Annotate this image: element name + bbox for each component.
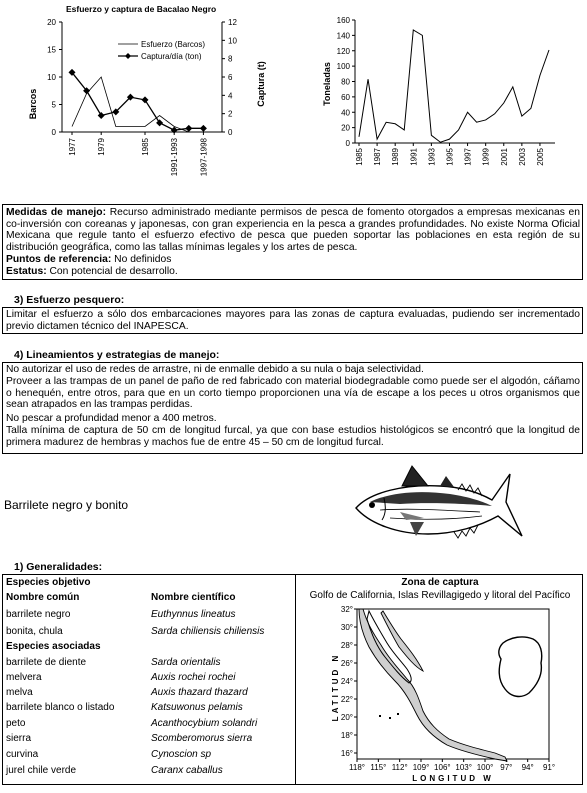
species-scientific-name: Sarda orientalis <box>151 657 221 668</box>
map-lat-tick-label: 18° <box>340 731 353 740</box>
chart2-x-tick-label: 2005 <box>535 148 545 166</box>
estatus-label: Estatus: <box>6 266 47 277</box>
chart1-x-tick-label: 1991-1993 <box>170 138 180 177</box>
captura-point <box>156 119 163 126</box>
barrilete-heading: Barrilete negro y bonito <box>4 498 129 512</box>
species-common-name: sierra <box>6 733 32 744</box>
captura-point <box>98 112 105 119</box>
esfuerzo-line <box>72 77 218 132</box>
chart2-y-tick-label: 80 <box>341 77 350 87</box>
chart1-legend-captura: Captura/día (ton) <box>141 52 202 61</box>
zona-map <box>297 603 583 785</box>
chart2-y-tick-label: 40 <box>341 108 350 118</box>
map-lon-tick-label: 103° <box>455 763 472 772</box>
chart2-y-tick-label: 100 <box>336 62 350 72</box>
map-lon-tick-label: 97° <box>500 763 513 772</box>
chart2-x-tick-label: 1987 <box>373 148 383 166</box>
lineamientos-box <box>2 362 583 454</box>
lineamientos-p1: No autorizar el uso de redes de arrastre, ni de enmalle debido a su nula o baja selectividad. <box>6 364 424 375</box>
chart2-x-ticks <box>355 143 545 166</box>
chart2-y-tick-label: 0 <box>345 139 350 148</box>
species-scientific-name: Auxis thazard thazard <box>151 687 248 698</box>
especies-objetivo-title: Especies objetivo <box>6 577 91 588</box>
species-common-name: curvina <box>6 749 39 760</box>
chart1-series <box>69 69 219 134</box>
chart2-series <box>359 30 549 142</box>
species-scientific-name: Auxis rochei rochei <box>151 672 236 683</box>
map-lat-tick-label: 32° <box>340 605 353 614</box>
chart1-left-tick-label: 10 <box>47 73 56 82</box>
estatus-line <box>6 266 580 278</box>
puntos-label: Puntos de referencia: <box>6 254 112 265</box>
chart1-right-tick-label: 10 <box>228 36 237 46</box>
species-common-name: melvera <box>6 672 42 683</box>
species-scientific-name: Cynoscion sp <box>151 749 212 760</box>
chart1-x-ticks <box>68 132 208 176</box>
toneladas-chart <box>300 0 587 200</box>
chart1-left-ticks <box>47 18 62 137</box>
map-lat-tick-label: 26° <box>340 659 353 668</box>
map-lat-label: LATITUD N <box>331 652 340 722</box>
species-scientific-name: Sarda chiliensis chiliensis <box>151 626 265 637</box>
chart2-ylabel: Toneladas <box>322 62 332 106</box>
chart1-right-tick-label: 4 <box>228 91 233 101</box>
chart1-right-tick-label: 0 <box>228 128 233 137</box>
chart1-right-ticks <box>222 18 237 137</box>
chart2-x-tick-label: 1989 <box>391 148 401 166</box>
map-lat-tick-label: 30° <box>340 623 353 632</box>
chart2-x-tick-label: 1997 <box>463 148 473 166</box>
chart2-x-tick-label: 1999 <box>481 148 491 166</box>
medidas-paragraph <box>6 207 580 253</box>
chart1-ylabel-left: Barcos <box>28 88 38 120</box>
chart2-y-ticks <box>337 16 355 148</box>
lineamientos-p3: No pescar a profundidad menor a 400 metros. <box>6 413 217 424</box>
chart1-left-tick-label: 20 <box>47 18 56 27</box>
lineamientos-title: 4) Lineamientos y estrategias de manejo: <box>14 349 220 361</box>
chart2-y-tick-label: 60 <box>341 92 350 102</box>
map-lon-tick-label: 91° <box>542 763 556 772</box>
medidas-label: Medidas de manejo: <box>6 207 107 218</box>
chart1-x-tick-label: 1985 <box>141 138 150 156</box>
chart2-y-tick-label: 20 <box>341 123 350 133</box>
map-lat-tick-label: 16° <box>340 749 353 758</box>
bacalao-chart <box>0 0 290 200</box>
map-lat-ticks <box>341 605 357 758</box>
chart2-x-tick-label: 2003 <box>517 148 527 166</box>
species-common-name: barrilete negro <box>6 609 71 620</box>
species-scientific-name: Euthynnus lineatus <box>151 609 236 620</box>
puntos-line <box>6 254 580 266</box>
chart2-x-tick-label: 2001 <box>499 148 509 166</box>
chart1-left-tick-label: 5 <box>51 100 56 110</box>
chart1-title: Esfuerzo y captura de Bacalao Negro <box>66 4 217 14</box>
generalidades-divider <box>295 575 296 784</box>
map-lon-tick-label: 112° <box>391 763 408 772</box>
chart1-x-tick-label: 1979 <box>97 138 107 156</box>
captura-line <box>72 72 203 130</box>
tuna-fish-illustration <box>350 462 526 558</box>
chart2-x-tick-label: 1991 <box>409 148 419 166</box>
map-lon-label: LONGITUD W <box>412 774 494 783</box>
species-common-name: peto <box>6 718 26 729</box>
map-lon-tick-label: 115° <box>370 763 387 772</box>
esfuerzo-title: 3) Esfuerzo pesquero: <box>14 294 125 306</box>
map-lat-tick-label: 24° <box>340 677 353 686</box>
esfuerzo-text: Limitar el esfuerzo a sólo dos embarcaciones mayores para las zonas de captura evaluadas, pudiendo ser incrementado previo dictamen técnico del INAPESCA. <box>6 309 580 332</box>
chart1-right-tick-label: 6 <box>228 73 233 82</box>
col-cientifico-header: Nombre científico <box>151 592 236 603</box>
chart1-left-tick-label: 0 <box>51 128 56 137</box>
esfuerzo-box <box>2 307 583 334</box>
chart1-legend <box>118 40 205 61</box>
medidas-box <box>2 204 583 280</box>
puntos-text: No definidos <box>114 254 172 265</box>
lineamientos-p2: Proveer a las trampas de un panel de paño de red fabricado con material biodegradable como puede ser el algodón, cáñamo o henequén, entre otros, para que en un corto tiempo proporcionen una vía de escape a los peces u otros organismos que sean atrapados en las trampas perdidas. <box>6 376 580 411</box>
chart2-x-tick-label: 1985 <box>355 148 364 166</box>
map-lat-tick-label: 22° <box>340 695 353 704</box>
map-lon-tick-label: 118° <box>349 763 365 772</box>
species-common-name: jurel chile verde <box>6 765 77 776</box>
zona-title: Zona de captura <box>401 577 479 588</box>
chart1-right-tick-label: 12 <box>228 18 237 27</box>
estatus-text: Con potencial de desarrollo. <box>49 266 178 277</box>
species-common-name: bonita, chula <box>6 626 63 637</box>
chart2-y-tick-label: 140 <box>336 31 350 41</box>
chart1-x-tick-label: 1977 <box>68 138 77 156</box>
lineamientos-p4: Talla mínima de captura de 50 cm de longitud furcal, ya que con base estudios histológicos se encontró que la longitud de primera madurez de hembras y machos fue de entre 45 – 50 cm de longitud furcal. <box>6 425 580 448</box>
col-comun-header: Nombre común <box>6 592 80 603</box>
species-common-name: barrilete de diente <box>6 657 87 668</box>
chart2-y-tick-label: 120 <box>336 46 350 56</box>
species-scientific-name: Acanthocybium solandri <box>151 718 258 729</box>
captura-point <box>142 96 149 103</box>
generalidades-box <box>2 574 583 785</box>
map-lon-ticks <box>349 759 555 772</box>
species-scientific-name: Katsuwonus pelamis <box>151 702 243 713</box>
chart1-right-tick-label: 2 <box>228 109 233 119</box>
map-lon-tick-label: 109° <box>412 763 430 772</box>
species-common-name: barrilete blanco o listado <box>6 702 115 713</box>
zona-subtitle: Golfo de California, Islas Revillagigedo y litoral del Pacífico <box>309 590 571 601</box>
map-lon-tick-label: 100° <box>476 763 494 772</box>
chart1-left-tick-label: 15 <box>47 45 56 55</box>
map-lon-tick-label: 94° <box>521 763 534 772</box>
chart2-y-tick-label: 160 <box>336 16 350 25</box>
species-scientific-name: Scomberomorus sierra <box>151 733 253 744</box>
map-lat-tick-label: 28° <box>340 641 353 650</box>
map-lon-tick-label: 106° <box>434 763 451 772</box>
captura-point <box>200 125 207 132</box>
chart1-ylabel-right: Captura (t) <box>256 61 266 107</box>
species-scientific-name: Caranx caballus <box>151 765 223 776</box>
chart2-x-tick-label: 1993 <box>427 148 437 166</box>
medidas-text: Recurso administrado mediante permisos de pesca de fomento otorgados a empresas mexicanas en co-inversión con coreanas y japonesas, con gran experiencia en la pesca a grandes profundidades. No existe Norma Oficial Mexicana que regule tanto el esfuerzo efectivo de pesca que pueden soportar las poblaciones en esta región de su distribución geográfica, como las tallas mínimas legales y los artes de pesca. <box>6 207 580 253</box>
chart1-right-tick-label: 8 <box>228 54 233 64</box>
generalidades-title: 1) Generalidades: <box>14 561 103 573</box>
map-lat-tick-label: 20° <box>340 713 353 722</box>
especies-asociadas-title: Especies asociadas <box>6 641 101 652</box>
chart1-legend-esfuerzo: Esfuerzo (Barcos) <box>141 40 206 49</box>
chart2-x-tick-label: 1995 <box>445 148 455 166</box>
species-common-name: melva <box>6 687 33 698</box>
chart1-x-tick-label: 1997-1998 <box>199 138 209 177</box>
toneladas-line <box>359 30 549 142</box>
